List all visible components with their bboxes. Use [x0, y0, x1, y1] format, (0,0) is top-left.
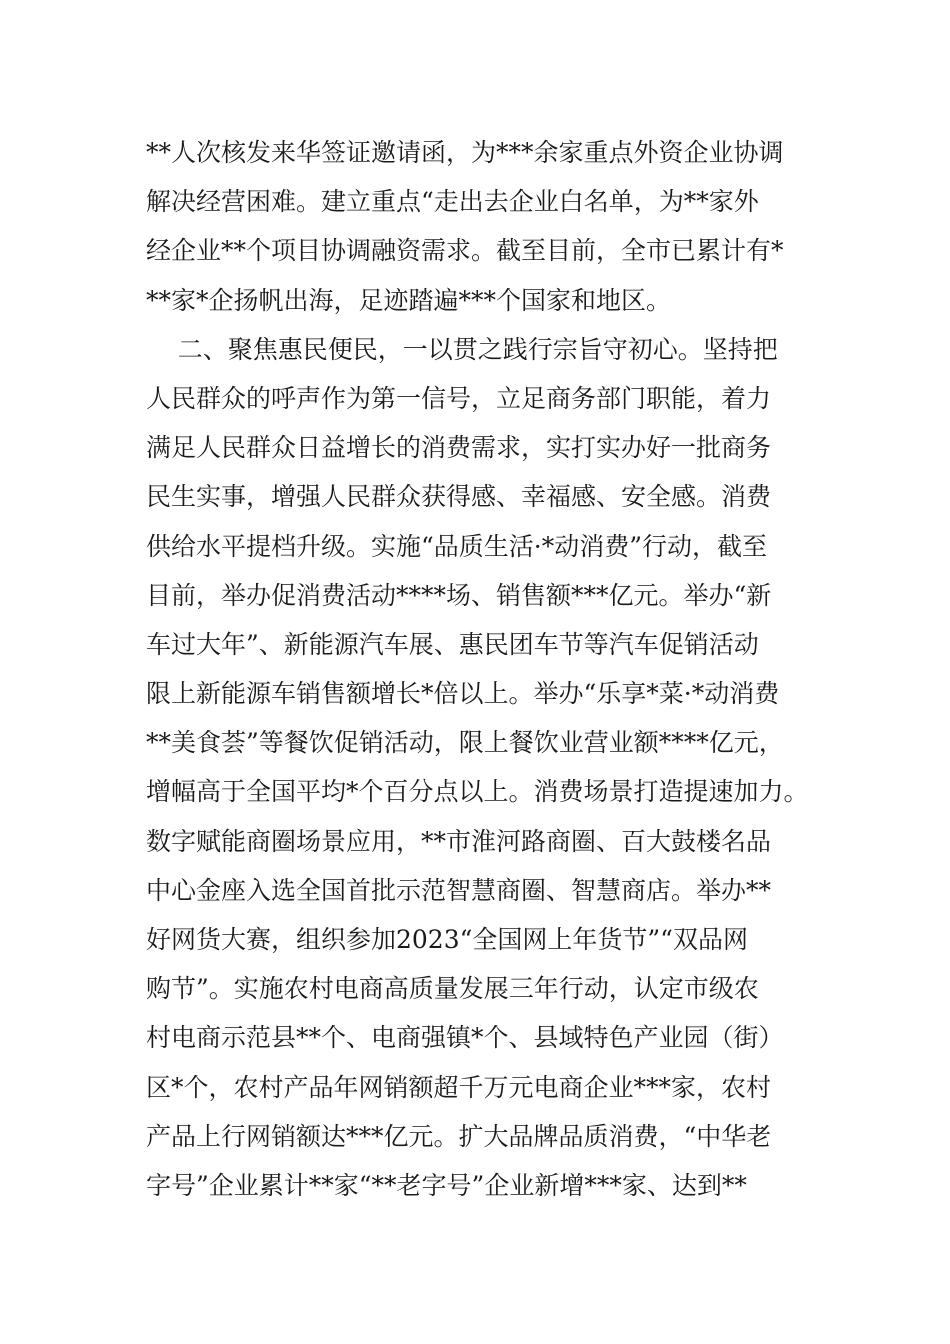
text-line-18: 购节”。实施农村电商高质量发展三年行动，认定市级农	[146, 974, 759, 1004]
text-line-5: 二、聚焦惠民便民，一以贯之践行宗旨守初心。坚持把	[146, 334, 778, 364]
text-line-14: 增幅高于全国平均*个百分点以上。消费场景打造提速加力。	[146, 777, 809, 807]
text-line-12: 限上新能源车销售额增长*倍以上。举办“乐享*菜·*动消费	[146, 679, 780, 709]
text-line-10: 目前，举办促消费活动****场、销售额***亿元。举办“新	[146, 580, 772, 610]
text-line-6: 人民群众的呼声作为第一信号，立足商务部门职能，着力	[146, 383, 772, 413]
text-line-19: 村电商示范县**个、电商强镇*个、县域特色产业园（街）	[146, 1023, 784, 1053]
text-line-20: 区*个，农村产品年网销额超千万元电商企业***家，农村	[146, 1072, 772, 1102]
body-text	[146, 128, 816, 1210]
text-line-1: **人次核发来华签证邀请函，为***余家重点外资企业协调	[146, 138, 784, 167]
text-line-4: **家*企扬帆出海，足迹踏遍***个国家和地区。	[146, 285, 672, 315]
text-line-11: 车过大年”、新能源汽车展、惠民团车节等汽车促销活动	[146, 629, 759, 659]
text-line-16: 中心金座入选全国首批示范智慧商圈、智慧商店。举办**	[146, 875, 772, 905]
text-line-13: **美食荟”等餐饮促销活动，限上餐饮业营业额****亿元，	[146, 728, 784, 758]
text-line-9: 供给水平提档升级。实施“品质生活·*动消费”行动，截至	[146, 531, 768, 561]
text-line-7: 满足人民群众日益增长的消费需求，实打实办好一批商务	[146, 433, 772, 463]
text-line-8: 民生实事，增强人民群众获得感、幸福感、安全感。消费	[146, 482, 772, 512]
text-line-17: 好网货大赛，组织参加2023“全国网上年货节”“双品网	[146, 925, 748, 954]
text-line-2: 解决经营困难。建立重点“走出去企业白名单，为**家外	[146, 187, 759, 217]
text-line-22: 字号”企业累计**家“**老字号”企业新增***家、达到**	[146, 1170, 747, 1200]
text-line-15: 数字赋能商圈场景应用，**市淮河路商圈、百大鼓楼名品	[146, 826, 772, 856]
text-line-3: 经企业**个项目协调融资需求。截至目前，全市已累计有*	[146, 236, 784, 266]
text-line-21: 产品上行网销额达***亿元。扩大品牌品质消费，“中华老	[146, 1121, 772, 1151]
